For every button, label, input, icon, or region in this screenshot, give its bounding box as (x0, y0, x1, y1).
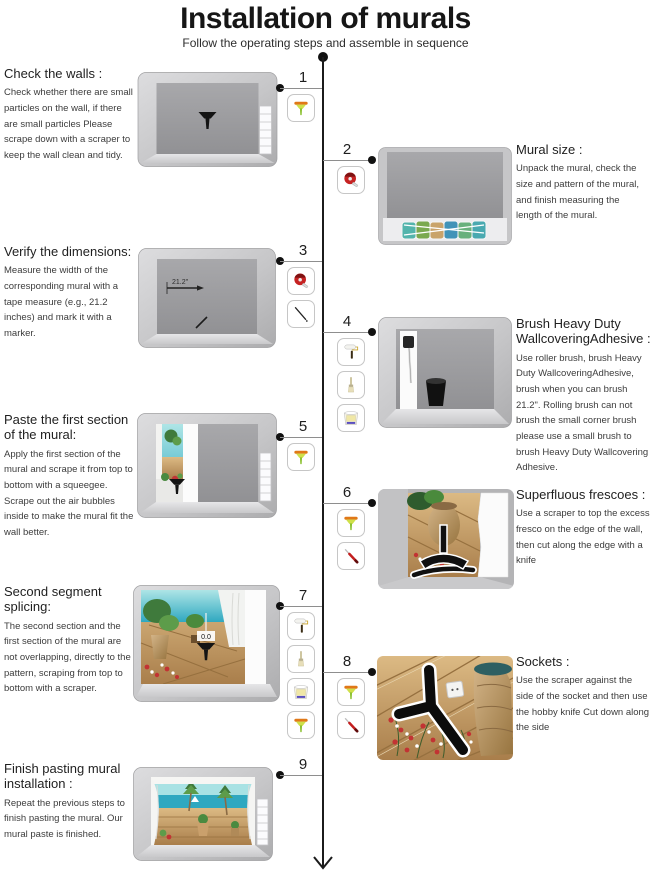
blank-strip-glyph (478, 493, 508, 577)
step-6-tools (337, 509, 365, 570)
step-body: Unpack the mural, check the size and pattern of the mural, and finish measuring the length of the mural. (516, 163, 640, 222)
glue-bucket-icon (287, 678, 315, 706)
step-number: 8 (342, 653, 352, 670)
step-title: Check the walls : (4, 66, 103, 81)
tape-measure-icon (287, 267, 315, 295)
gap-label: 0.0 (201, 634, 211, 641)
knife-icon (337, 711, 365, 739)
timeline-line (322, 57, 324, 857)
squeegee-icon (287, 711, 315, 739)
step-title: Brush Heavy Duty WallcoveringAdhesive : (516, 316, 651, 347)
step-2-tools (337, 166, 365, 194)
socket-glyph (446, 681, 464, 698)
step-7-tools (287, 612, 315, 739)
step-number: 2 (342, 141, 352, 158)
step-body: Use roller brush, brush Heavy Duty WallcoveringAdhesive, brush when you can brush 21.2". Rolling brush can not brush the small corner brush please use a small brush to brush Heavy Duty Wallcovering Adhesive. (516, 352, 649, 474)
step-1-illustration (137, 72, 278, 167)
step-9-illustration (133, 767, 273, 861)
mural-photo-glyph (141, 590, 245, 684)
branch-line (323, 332, 372, 333)
step-title: Finish pasting mural installation : (4, 761, 121, 792)
page-subtitle: Follow the operating steps and assemble in sequence (182, 36, 469, 50)
step-4-tools (337, 338, 365, 432)
branch-dot (368, 156, 376, 164)
step-title: Verify the dimensions: (4, 244, 132, 259)
step-body: Use the scraper against the side of the socket and then use the hobby knife Cut down along the side (516, 675, 650, 734)
step-body: Apply the first section of the mural and scrape it from top to bottom with a squeegee. Scrape out the air bubbles inside to make the mural fit the wall better. (4, 448, 134, 539)
step-3-tools (287, 267, 315, 328)
step-4-illustration (378, 317, 512, 428)
marker-pen-icon (287, 300, 315, 328)
dimension-label: 21.2" (172, 279, 189, 286)
squeegee-icon (337, 509, 365, 537)
step-8-illustration (377, 656, 513, 760)
flat-brush-icon (287, 645, 315, 673)
roller-brush-icon (287, 612, 315, 640)
step-body: The second section and the first section of the mural are not overlapping, directly to the pattern, scraping from top to bottom with a scraper. (4, 620, 131, 695)
flat-brush-icon (337, 371, 365, 399)
branch-line (323, 503, 372, 504)
step-body: Measure the width of the corresponding mural with a tape measure (e.g., 21.2 inches) and mark it with a marker. (4, 265, 119, 340)
finished-mural-glyph (151, 777, 255, 845)
step-number: 4 (342, 313, 352, 330)
mural-rolls-glyph (402, 221, 486, 239)
step-8-tools (337, 678, 365, 739)
step-number: 1 (298, 69, 308, 86)
step-title: Mural size : (516, 142, 583, 157)
step-title: Sockets : (516, 654, 570, 669)
step-number: 6 (342, 484, 352, 501)
glue-bucket-icon (337, 404, 365, 432)
branch-dot (368, 499, 376, 507)
tape-measure-icon (337, 166, 365, 194)
step-6-illustration (378, 489, 514, 589)
step-number: 5 (298, 418, 308, 435)
step-title: Second segment splicing: (4, 584, 102, 615)
step-number: 3 (298, 242, 308, 259)
step-2-illustration (378, 147, 512, 245)
roller-brush-icon (337, 338, 365, 366)
branch-line (280, 606, 322, 607)
branch-dot (368, 328, 376, 336)
ladder-glyph (260, 453, 271, 501)
branch-line (323, 672, 372, 673)
step-body: Use a scraper to top the excess fresco on the edge of the wall, then cut along the edge with a knife (516, 508, 650, 567)
step-3-illustration (138, 248, 276, 348)
branch-line (323, 160, 372, 161)
squeegee-icon (287, 94, 315, 122)
step-7-illustration (133, 585, 280, 702)
squeegee-icon (287, 443, 315, 471)
blank-strip-glyph (183, 424, 198, 502)
branch-line (280, 261, 322, 262)
mural-section-glyph (156, 424, 183, 502)
step-5-tools (287, 443, 315, 471)
step-1-tools (287, 94, 315, 122)
branch-line (280, 775, 322, 776)
page-title: Installation of murals (180, 2, 471, 35)
timeline-arrow-icon (310, 846, 336, 872)
step-body: Repeat the previous steps to finish pasting the mural. Our mural paste is finished. (4, 797, 125, 840)
step-body: Check whether there are small particles on the wall, if there are small particles Please scrape down with a scraper to keep the wall clean and tidy. (4, 87, 133, 162)
squeegee-icon (337, 678, 365, 706)
step-title: Superfluous frescoes : (516, 487, 646, 502)
branch-line (280, 88, 322, 89)
pot-glyph (474, 663, 513, 757)
step-title: Paste the first section of the mural: (4, 412, 129, 443)
bucket-glyph (426, 378, 446, 406)
blank-strip-glyph (245, 590, 266, 684)
ladder-glyph (260, 106, 272, 154)
step-number: 9 (298, 756, 308, 773)
knife-icon (337, 542, 365, 570)
branch-dot (368, 668, 376, 676)
ladder-glyph (257, 799, 268, 845)
branch-line (280, 437, 322, 438)
step-5-illustration (137, 413, 277, 518)
step-number: 7 (298, 587, 308, 604)
